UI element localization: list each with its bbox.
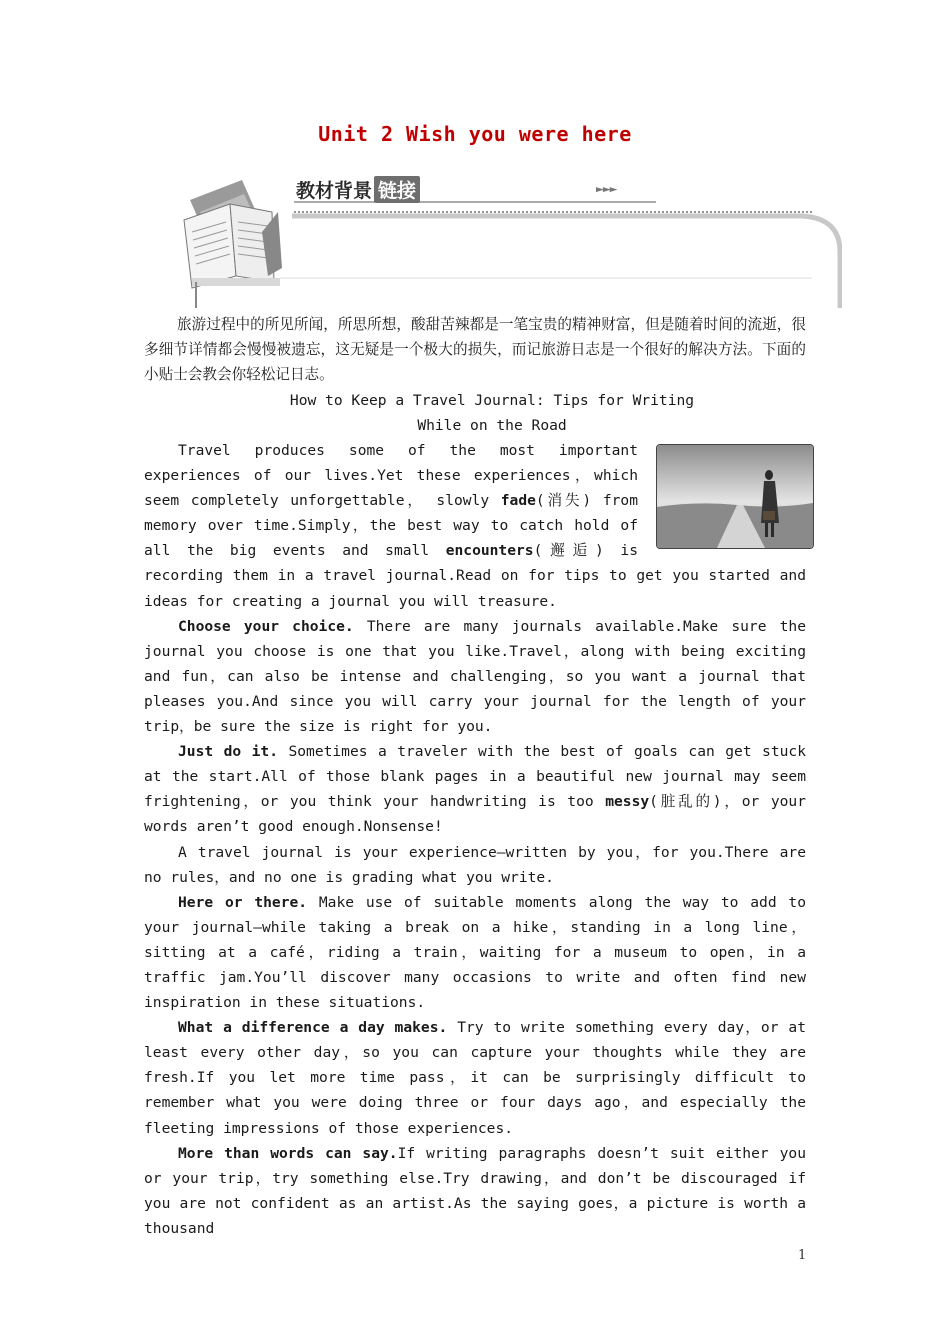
paragraph-3 (144, 739, 806, 839)
gloss-encounters: (邂逅) (533, 542, 604, 560)
tip-heading: Choose your choice. (178, 617, 354, 635)
article-title-line2: While on the Road (417, 417, 567, 434)
tip-text: There are many journals available.Make sure the journal you choose is one that you like.Travel，along with being exciting and fun，can also be intense and challenging，so you want a journal that pleases you.And since you will carry your journal for the length of your trip，be sure the size is right for you. (144, 617, 807, 736)
keyword-encounters: encounters (445, 542, 534, 560)
keyword-fade: fade (500, 492, 536, 510)
paragraph-7 (144, 1141, 806, 1241)
tip-text: If writing paragraphs doesn’t suit either you or your trip，try something else.Try drawing，and don’t be discouraged if you are not confident as an artist.As the saying goes，a picture is worth a thousand (144, 1144, 806, 1237)
tip-heading: Here or there. (178, 893, 308, 911)
unit-title: Unit 2 Wish you were here (318, 122, 632, 146)
tip-text: Make use of suitable moments along the way to add to your journal—while taking a break on a hike，standing in a long line，sitting at a café，riding a train，waiting for a museum to open，in a traffic jam.You’ll discover many occasions to write and often find new inspiration in these situations. (144, 893, 806, 1012)
section-banner (172, 172, 842, 310)
paragraph-6 (144, 1015, 806, 1140)
tip-text: Try to write something every day，or at least every other day，so you can capture your thoughts while they are fresh.If you let more time pass，it can be surprisingly difficult to remember what you were doing three or four days ago，and especially the fleeting impressions of those experiences. (144, 1019, 806, 1137)
tip-heading: Just do it. (178, 743, 278, 761)
banner-heading-tag: 链接 (374, 176, 420, 203)
banner-heading-main: 教材背景 (296, 180, 373, 202)
p1-text-c: is recording them in a travel journal.Read on for tips to get you started and ideas for creating a journal you will treasure. (144, 542, 806, 610)
intro-paragraph: 旅游过程中的所见所闻，所思所想，酸甜苦辣都是一笔宝贵的精神财富，但是随着时间的流逝，很多细节详情都会慢慢被遗忘，这无疑是一个极大的损失，而记旅游日志是一个很好的解决方法。下面的小贴士会教会你轻松记日志。 (144, 316, 806, 383)
banner-frame (172, 172, 842, 310)
article-title (0, 388, 950, 438)
article-title-line1: How to Keep a Travel Journal: Tips for Writing (289, 392, 695, 409)
banner-heading (296, 176, 420, 203)
paragraph-2 (144, 614, 806, 739)
photo-wrap-spacer (638, 438, 806, 563)
page-number: 1 (798, 1248, 807, 1263)
open-book-icon (184, 180, 282, 288)
tip-heading: More than words can say. (178, 1144, 398, 1162)
p1-text-b: from memory over time.Simply，the best way to catch hold of all the big events and small (144, 492, 638, 560)
paragraph-1 (144, 438, 806, 614)
p1-text-a: Travel produces some of the most important experiences of our lives.Yet these experiences，which seem completely unforgettable， slowly (144, 442, 638, 510)
gloss-fade: (消失) (535, 492, 592, 510)
p3-text-b: ，or your words aren’t good enough.Nonsense! (144, 793, 806, 836)
tip-heading: What a difference a day makes. (178, 1019, 448, 1037)
paragraph-4: A travel journal is your experience—written by you，for you.There are no rules，and no one is grading what you write. (144, 843, 806, 886)
arrows-icon: ►►► (596, 182, 617, 197)
article-body (144, 438, 806, 1241)
paragraph-5 (144, 890, 806, 1015)
p3-text-a: Sometimes a traveler with the best of goals can get stuck at the start.All of those blank pages in a beautiful new journal may seem frightening，or you think your handwriting is too (144, 743, 806, 811)
keyword-messy: messy (605, 793, 650, 811)
gloss-messy: (脏乱的) (649, 793, 722, 811)
